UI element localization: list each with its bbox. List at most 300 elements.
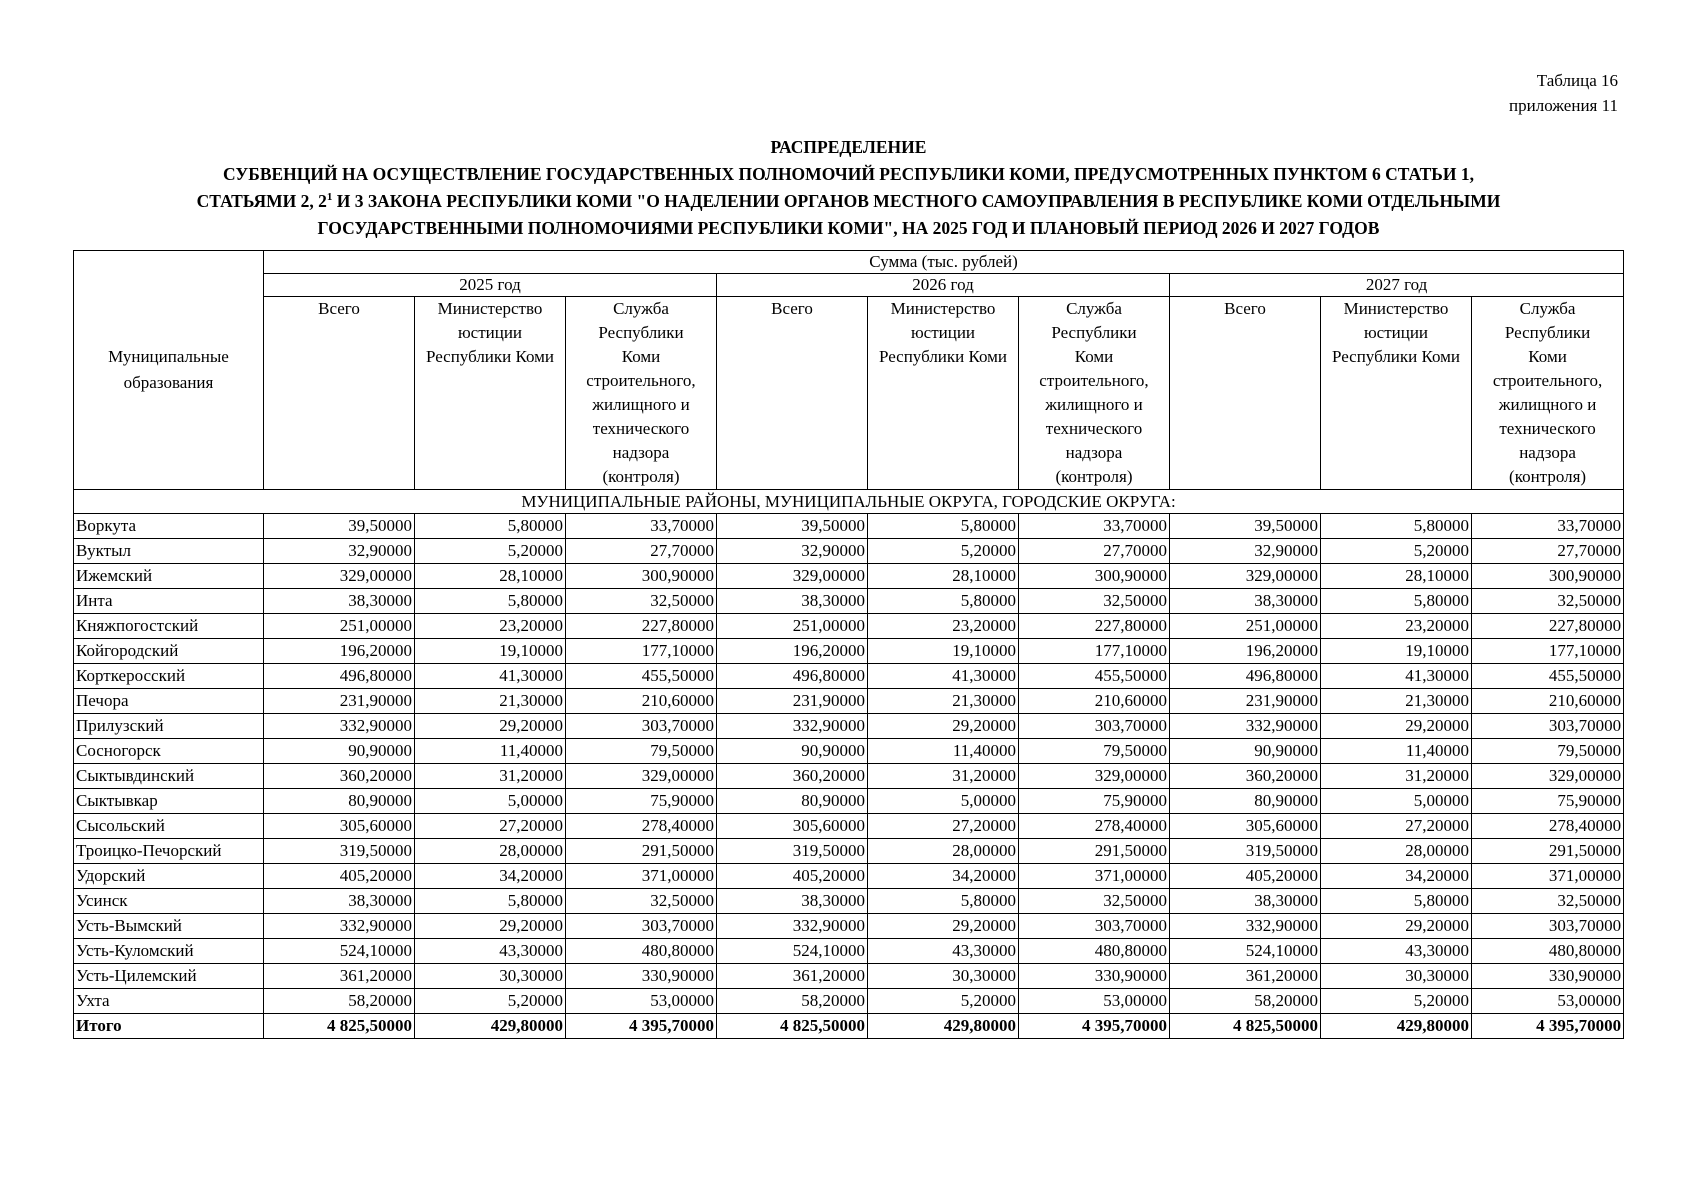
table-row xyxy=(74,914,1624,939)
municipality-name: Усть-Куломский xyxy=(74,939,264,964)
amount-cell: 21,30000 xyxy=(1321,689,1472,714)
amount-cell: 27,70000 xyxy=(1019,539,1170,564)
amount-cell: 39,50000 xyxy=(264,514,415,539)
municipality-name: Инта xyxy=(74,589,264,614)
amount-cell: 429,80000 xyxy=(415,1014,566,1039)
table-row xyxy=(74,714,1624,739)
title-line-3-end: И 3 ЗАКОНА РЕСПУБЛИКИ КОМИ "О НАДЕЛЕНИИ ОРГАНОВ МЕСТНОГО САМОУПРАВЛЕНИЯ В РЕСПУБЛИКЕ КОМИ ОТДЕЛЬНЫМИ xyxy=(332,191,1501,211)
header-line: надзора xyxy=(612,443,670,462)
municipality-name: Усть-Вымский xyxy=(74,914,264,939)
amount-cell: 38,30000 xyxy=(264,889,415,914)
header-line: строительного, xyxy=(1492,371,1603,390)
table-row xyxy=(74,539,1624,564)
header-line: технического xyxy=(592,419,690,438)
municipality-name: Сыктывкар xyxy=(74,789,264,814)
amount-cell: 361,20000 xyxy=(1170,964,1321,989)
amount-cell: 5,80000 xyxy=(1321,514,1472,539)
amount-cell: 79,50000 xyxy=(566,739,717,764)
amount-cell: 251,00000 xyxy=(1170,614,1321,639)
header-line: (контроля) xyxy=(602,467,680,486)
amount-cell: 19,10000 xyxy=(415,639,566,664)
amount-cell: 524,10000 xyxy=(264,939,415,964)
municipality-name: Итого xyxy=(74,1014,264,1039)
table-row xyxy=(74,939,1624,964)
header-line: Коми xyxy=(1074,347,1114,366)
header-line: строительного, xyxy=(586,371,696,390)
amount-cell: 34,20000 xyxy=(1321,864,1472,889)
amount-cell: 80,90000 xyxy=(1170,789,1321,814)
amount-cell: 58,20000 xyxy=(1170,989,1321,1014)
amount-cell: 5,20000 xyxy=(1321,539,1472,564)
header-line: Всего xyxy=(1224,299,1266,318)
total-row xyxy=(74,1014,1624,1039)
amount-cell: 90,90000 xyxy=(717,739,868,764)
amount-cell: 329,00000 xyxy=(1019,764,1170,789)
amount-cell: 32,90000 xyxy=(264,539,415,564)
amount-cell: 405,20000 xyxy=(1170,864,1321,889)
header-line: Республики xyxy=(598,323,684,342)
header-line: (контроля) xyxy=(1055,467,1133,486)
amount-cell: 278,40000 xyxy=(566,814,717,839)
municipality-name: Ухта xyxy=(74,989,264,1014)
amount-cell: 332,90000 xyxy=(717,914,868,939)
municipality-name: Усть-Цилемский xyxy=(74,964,264,989)
amount-cell: 5,20000 xyxy=(415,989,566,1014)
title-line-3-start: СТАТЬЯМИ 2, 2 xyxy=(196,191,327,211)
amount-cell: 5,20000 xyxy=(415,539,566,564)
total-header xyxy=(717,297,868,490)
amount-cell: 41,30000 xyxy=(868,664,1019,689)
amount-cell: 524,10000 xyxy=(717,939,868,964)
amount-cell: 30,30000 xyxy=(415,964,566,989)
municipality-name: Троицко-Печорский xyxy=(74,839,264,864)
amount-cell: 19,10000 xyxy=(1321,639,1472,664)
amount-cell: 75,90000 xyxy=(1019,789,1170,814)
amount-cell: 79,50000 xyxy=(1019,739,1170,764)
header-line: Служба xyxy=(1066,299,1122,318)
amount-cell: 303,70000 xyxy=(566,914,717,939)
amount-cell: 80,90000 xyxy=(264,789,415,814)
amount-cell: 79,50000 xyxy=(1472,739,1624,764)
amount-cell: 231,90000 xyxy=(717,689,868,714)
amount-cell: 4 395,70000 xyxy=(566,1014,717,1039)
justice-ministry-header xyxy=(868,297,1019,490)
amount-cell: 29,20000 xyxy=(415,714,566,739)
year-header-2027: 2027 год xyxy=(1170,274,1624,297)
amount-cell: 360,20000 xyxy=(264,764,415,789)
amount-cell: 496,80000 xyxy=(264,664,415,689)
amount-cell: 330,90000 xyxy=(566,964,717,989)
amount-cell: 319,50000 xyxy=(264,839,415,864)
amount-cell: 32,50000 xyxy=(566,889,717,914)
amount-cell: 31,20000 xyxy=(1321,764,1472,789)
municipality-name: Ижемский xyxy=(74,564,264,589)
header-line: Министерство xyxy=(1343,299,1449,318)
amount-cell: 361,20000 xyxy=(264,964,415,989)
table-row xyxy=(74,814,1624,839)
municipality-name: Сыктывдинский xyxy=(74,764,264,789)
table-row xyxy=(74,964,1624,989)
amount-cell: 330,90000 xyxy=(1472,964,1624,989)
amount-cell: 455,50000 xyxy=(1472,664,1624,689)
amount-cell: 27,20000 xyxy=(415,814,566,839)
amount-cell: 371,00000 xyxy=(566,864,717,889)
title-line-2: СУБВЕНЦИЙ НА ОСУЩЕСТВЛЕНИЕ ГОСУДАРСТВЕННЫХ ПОЛНОМОЧИЙ РЕСПУБЛИКИ КОМИ, ПРЕДУСМОТРЕННЫХ ПУНКТОМ 6 СТАТЬИ 1, xyxy=(223,164,1474,184)
header-line: Коми xyxy=(1528,347,1567,366)
amount-cell: 27,20000 xyxy=(1321,814,1472,839)
amount-cell: 5,80000 xyxy=(415,514,566,539)
amount-cell: 32,50000 xyxy=(566,589,717,614)
amount-cell: 480,80000 xyxy=(1019,939,1170,964)
header-line: Служба xyxy=(1519,299,1576,318)
total-header xyxy=(1170,297,1321,490)
table-row xyxy=(74,664,1624,689)
amount-cell: 80,90000 xyxy=(717,789,868,814)
amount-cell: 32,50000 xyxy=(1019,589,1170,614)
amount-cell: 196,20000 xyxy=(717,639,868,664)
section-row xyxy=(74,490,1624,514)
amount-cell: 524,10000 xyxy=(1170,939,1321,964)
amount-cell: 371,00000 xyxy=(1472,864,1624,889)
amount-cell: 32,50000 xyxy=(1472,589,1624,614)
table-row xyxy=(74,614,1624,639)
amount-cell: 329,00000 xyxy=(1472,764,1624,789)
amount-cell: 38,30000 xyxy=(1170,889,1321,914)
amount-cell: 405,20000 xyxy=(264,864,415,889)
amount-cell: 291,50000 xyxy=(566,839,717,864)
title-line-1: РАСПРЕДЕЛЕНИЕ xyxy=(770,137,927,157)
header-line: Министерство xyxy=(437,299,543,318)
amount-cell: 231,90000 xyxy=(264,689,415,714)
amount-cell: 58,20000 xyxy=(717,989,868,1014)
amount-cell: 43,30000 xyxy=(868,939,1019,964)
year-header-2026: 2026 год xyxy=(717,274,1170,297)
amount-cell: 32,50000 xyxy=(1472,889,1624,914)
header-line: жилищного и xyxy=(1045,395,1143,414)
amount-cell: 300,90000 xyxy=(1472,564,1624,589)
amount-cell: 455,50000 xyxy=(566,664,717,689)
amount-cell: 319,50000 xyxy=(717,839,868,864)
amount-cell: 27,70000 xyxy=(566,539,717,564)
municipality-name: Усинск xyxy=(74,889,264,914)
amount-cell: 329,00000 xyxy=(717,564,868,589)
header-line: жилищного и xyxy=(1498,395,1597,414)
amount-cell: 231,90000 xyxy=(1170,689,1321,714)
amount-cell: 32,90000 xyxy=(1170,539,1321,564)
table-row xyxy=(74,864,1624,889)
table-body xyxy=(74,514,1624,1039)
amount-cell: 28,00000 xyxy=(415,839,566,864)
amount-cell: 5,00000 xyxy=(415,789,566,814)
amount-cell: 4 395,70000 xyxy=(1019,1014,1170,1039)
amount-cell: 28,10000 xyxy=(415,564,566,589)
amount-cell: 329,00000 xyxy=(1170,564,1321,589)
amount-cell: 41,30000 xyxy=(415,664,566,689)
amount-cell: 27,20000 xyxy=(868,814,1019,839)
distribution-table xyxy=(73,250,1624,1039)
amount-cell: 90,90000 xyxy=(1170,739,1321,764)
amount-cell: 31,20000 xyxy=(868,764,1019,789)
table-row xyxy=(74,889,1624,914)
amount-cell: 53,00000 xyxy=(566,989,717,1014)
amount-cell: 332,90000 xyxy=(264,914,415,939)
amount-cell: 429,80000 xyxy=(868,1014,1019,1039)
table-row xyxy=(74,564,1624,589)
municipality-name: Удорский xyxy=(74,864,264,889)
amount-cell: 29,20000 xyxy=(868,914,1019,939)
amount-cell: 11,40000 xyxy=(1321,739,1472,764)
header-line: образования xyxy=(123,373,214,392)
header-line: Коми xyxy=(621,347,661,366)
municipality-name: Воркута xyxy=(74,514,264,539)
amount-cell: 29,20000 xyxy=(868,714,1019,739)
amount-cell: 30,30000 xyxy=(1321,964,1472,989)
amount-cell: 43,30000 xyxy=(1321,939,1472,964)
amount-cell: 5,80000 xyxy=(1321,889,1472,914)
amount-cell: 303,70000 xyxy=(1472,914,1624,939)
table-row xyxy=(74,514,1624,539)
header-line: Республики Коми xyxy=(878,347,1008,366)
amount-cell: 405,20000 xyxy=(717,864,868,889)
amount-cell: 4 825,50000 xyxy=(1170,1014,1321,1039)
amount-cell: 196,20000 xyxy=(1170,639,1321,664)
amount-cell: 38,30000 xyxy=(1170,589,1321,614)
amount-cell: 319,50000 xyxy=(1170,839,1321,864)
amount-cell: 305,60000 xyxy=(1170,814,1321,839)
amount-cell: 23,20000 xyxy=(1321,614,1472,639)
municipality-name: Прилузский xyxy=(74,714,264,739)
amount-cell: 332,90000 xyxy=(1170,914,1321,939)
header-line: юстиции xyxy=(910,323,976,342)
amount-cell: 53,00000 xyxy=(1019,989,1170,1014)
construction-supervision-header xyxy=(1472,297,1624,490)
header-line: жилищного и xyxy=(592,395,690,414)
amount-cell: 329,00000 xyxy=(566,764,717,789)
amount-cell: 300,90000 xyxy=(1019,564,1170,589)
amount-cell: 23,20000 xyxy=(415,614,566,639)
table-row xyxy=(74,589,1624,614)
amount-cell: 5,80000 xyxy=(1321,589,1472,614)
amount-cell: 5,20000 xyxy=(868,539,1019,564)
amount-cell: 23,20000 xyxy=(868,614,1019,639)
amount-cell: 29,20000 xyxy=(1321,914,1472,939)
amount-cell: 177,10000 xyxy=(566,639,717,664)
municipality-name: Корткеросский xyxy=(74,664,264,689)
amount-cell: 291,50000 xyxy=(1472,839,1624,864)
amount-cell: 28,10000 xyxy=(868,564,1019,589)
amount-cell: 303,70000 xyxy=(1019,914,1170,939)
sum-header: Сумма (тыс. рублей) xyxy=(264,251,1624,274)
amount-cell: 278,40000 xyxy=(1472,814,1624,839)
header-line: технического xyxy=(1499,419,1596,438)
total-header xyxy=(264,297,415,490)
amount-cell: 303,70000 xyxy=(566,714,717,739)
amount-cell: 31,20000 xyxy=(415,764,566,789)
municipality-name: Сосногорск xyxy=(74,739,264,764)
amount-cell: 4 395,70000 xyxy=(1472,1014,1624,1039)
amount-cell: 5,80000 xyxy=(868,514,1019,539)
municipality-name: Печора xyxy=(74,689,264,714)
amount-cell: 28,00000 xyxy=(1321,839,1472,864)
header-line: строительного, xyxy=(1039,371,1149,390)
amount-cell: 329,00000 xyxy=(264,564,415,589)
amount-cell: 361,20000 xyxy=(717,964,868,989)
appendix-number: приложения 11 xyxy=(1509,96,1618,115)
amount-cell: 330,90000 xyxy=(1019,964,1170,989)
header-line: Министерство xyxy=(890,299,996,318)
amount-cell: 360,20000 xyxy=(1170,764,1321,789)
amount-cell: 177,10000 xyxy=(1019,639,1170,664)
amount-cell: 429,80000 xyxy=(1321,1014,1472,1039)
justice-ministry-header xyxy=(1321,297,1472,490)
table-header xyxy=(74,251,1624,490)
amount-cell: 210,60000 xyxy=(566,689,717,714)
table-row xyxy=(74,839,1624,864)
amount-cell: 4 825,50000 xyxy=(264,1014,415,1039)
header-line: юстиции xyxy=(1363,323,1429,342)
amount-cell: 19,10000 xyxy=(868,639,1019,664)
subheader-row xyxy=(74,297,1624,490)
header-line: надзора xyxy=(1519,443,1576,462)
amount-cell: 251,00000 xyxy=(264,614,415,639)
amount-cell: 480,80000 xyxy=(1472,939,1624,964)
amount-cell: 5,00000 xyxy=(1321,789,1472,814)
amount-cell: 28,10000 xyxy=(1321,564,1472,589)
amount-cell: 5,20000 xyxy=(868,989,1019,1014)
amount-cell: 303,70000 xyxy=(1472,714,1624,739)
amount-cell: 5,80000 xyxy=(868,889,1019,914)
header-line: технического xyxy=(1045,419,1143,438)
amount-cell: 75,90000 xyxy=(1472,789,1624,814)
amount-cell: 360,20000 xyxy=(717,764,868,789)
amount-cell: 11,40000 xyxy=(415,739,566,764)
amount-cell: 278,40000 xyxy=(1019,814,1170,839)
header-line: Всего xyxy=(318,299,360,318)
amount-cell: 496,80000 xyxy=(1170,664,1321,689)
amount-cell: 43,30000 xyxy=(415,939,566,964)
title-line-3 xyxy=(60,188,1637,215)
header-line: Служба xyxy=(613,299,669,318)
amount-cell: 371,00000 xyxy=(1019,864,1170,889)
amount-cell: 227,80000 xyxy=(1019,614,1170,639)
table-number: Таблица 16 xyxy=(1536,71,1618,90)
amount-cell: 21,30000 xyxy=(415,689,566,714)
amount-cell: 303,70000 xyxy=(1019,714,1170,739)
construction-supervision-header xyxy=(566,297,717,490)
amount-cell: 90,90000 xyxy=(264,739,415,764)
amount-cell: 30,30000 xyxy=(868,964,1019,989)
amount-cell: 33,70000 xyxy=(1019,514,1170,539)
amount-cell: 5,80000 xyxy=(415,589,566,614)
amount-cell: 177,10000 xyxy=(1472,639,1624,664)
amount-cell: 210,60000 xyxy=(1019,689,1170,714)
amount-cell: 196,20000 xyxy=(264,639,415,664)
amount-cell: 11,40000 xyxy=(868,739,1019,764)
municipality-name: Сысольский xyxy=(74,814,264,839)
section-heading: МУНИЦИПАЛЬНЫЕ РАЙОНЫ, МУНИЦИПАЛЬНЫЕ ОКРУГА, ГОРОДСКИЕ ОКРУГА: xyxy=(74,490,1624,514)
table-row xyxy=(74,739,1624,764)
amount-cell: 38,30000 xyxy=(717,889,868,914)
amount-cell: 33,70000 xyxy=(566,514,717,539)
header-line: Республики Коми xyxy=(425,347,555,366)
amount-cell: 227,80000 xyxy=(1472,614,1624,639)
amount-cell: 210,60000 xyxy=(1472,689,1624,714)
amount-cell: 53,00000 xyxy=(1472,989,1624,1014)
table-row xyxy=(74,764,1624,789)
header-line: Муниципальные xyxy=(108,347,229,366)
year-header-2025: 2025 год xyxy=(264,274,717,297)
table-row xyxy=(74,789,1624,814)
amount-cell: 4 825,50000 xyxy=(717,1014,868,1039)
amount-cell: 32,90000 xyxy=(717,539,868,564)
amount-cell: 28,00000 xyxy=(868,839,1019,864)
amount-cell: 39,50000 xyxy=(1170,514,1321,539)
amount-cell: 38,30000 xyxy=(717,589,868,614)
amount-cell: 251,00000 xyxy=(717,614,868,639)
amount-cell: 41,30000 xyxy=(1321,664,1472,689)
amount-cell: 75,90000 xyxy=(566,789,717,814)
header-line: надзора xyxy=(1065,443,1123,462)
amount-cell: 39,50000 xyxy=(717,514,868,539)
amount-cell: 33,70000 xyxy=(1472,514,1624,539)
municipality-name: Княжпогостский xyxy=(74,614,264,639)
amount-cell: 5,80000 xyxy=(415,889,566,914)
amount-cell: 305,60000 xyxy=(717,814,868,839)
table-row xyxy=(74,689,1624,714)
amount-cell: 332,90000 xyxy=(717,714,868,739)
header-line: (контроля) xyxy=(1509,467,1587,486)
amount-cell: 29,20000 xyxy=(415,914,566,939)
amount-cell: 332,90000 xyxy=(264,714,415,739)
amount-cell: 38,30000 xyxy=(264,589,415,614)
amount-cell: 58,20000 xyxy=(264,989,415,1014)
amount-cell: 305,60000 xyxy=(264,814,415,839)
header-line: Республики xyxy=(1051,323,1137,342)
amount-cell: 5,20000 xyxy=(1321,989,1472,1014)
amount-cell: 496,80000 xyxy=(717,664,868,689)
amount-cell: 34,20000 xyxy=(415,864,566,889)
justice-ministry-header xyxy=(415,297,566,490)
document-title xyxy=(60,134,1637,242)
amount-cell: 21,30000 xyxy=(868,689,1019,714)
table-row xyxy=(74,989,1624,1014)
amount-cell: 32,50000 xyxy=(1019,889,1170,914)
amount-cell: 455,50000 xyxy=(1019,664,1170,689)
municipality-name: Койгородский xyxy=(74,639,264,664)
header-line: юстиции xyxy=(457,323,523,342)
amount-cell: 29,20000 xyxy=(1321,714,1472,739)
table-reference xyxy=(1509,68,1618,118)
municipality-column-header xyxy=(74,251,264,490)
amount-cell: 34,20000 xyxy=(868,864,1019,889)
header-line: Всего xyxy=(771,299,813,318)
amount-cell: 300,90000 xyxy=(566,564,717,589)
table-row xyxy=(74,639,1624,664)
amount-cell: 291,50000 xyxy=(1019,839,1170,864)
amount-cell: 332,90000 xyxy=(1170,714,1321,739)
title-superscript: 1 xyxy=(326,191,333,204)
construction-supervision-header xyxy=(1019,297,1170,490)
title-line-4: ГОСУДАРСТВЕННЫМИ ПОЛНОМОЧИЯМИ РЕСПУБЛИКИ КОМИ", НА 2025 ГОД И ПЛАНОВЫЙ ПЕРИОД 2026 И 2027 ГОДОВ xyxy=(317,218,1380,238)
amount-cell: 480,80000 xyxy=(566,939,717,964)
amount-cell: 5,00000 xyxy=(868,789,1019,814)
amount-cell: 27,70000 xyxy=(1472,539,1624,564)
header-line: Республики Коми xyxy=(1331,347,1461,366)
municipality-name: Вуктыл xyxy=(74,539,264,564)
amount-cell: 5,80000 xyxy=(868,589,1019,614)
amount-cell: 227,80000 xyxy=(566,614,717,639)
header-line: Республики xyxy=(1504,323,1591,342)
